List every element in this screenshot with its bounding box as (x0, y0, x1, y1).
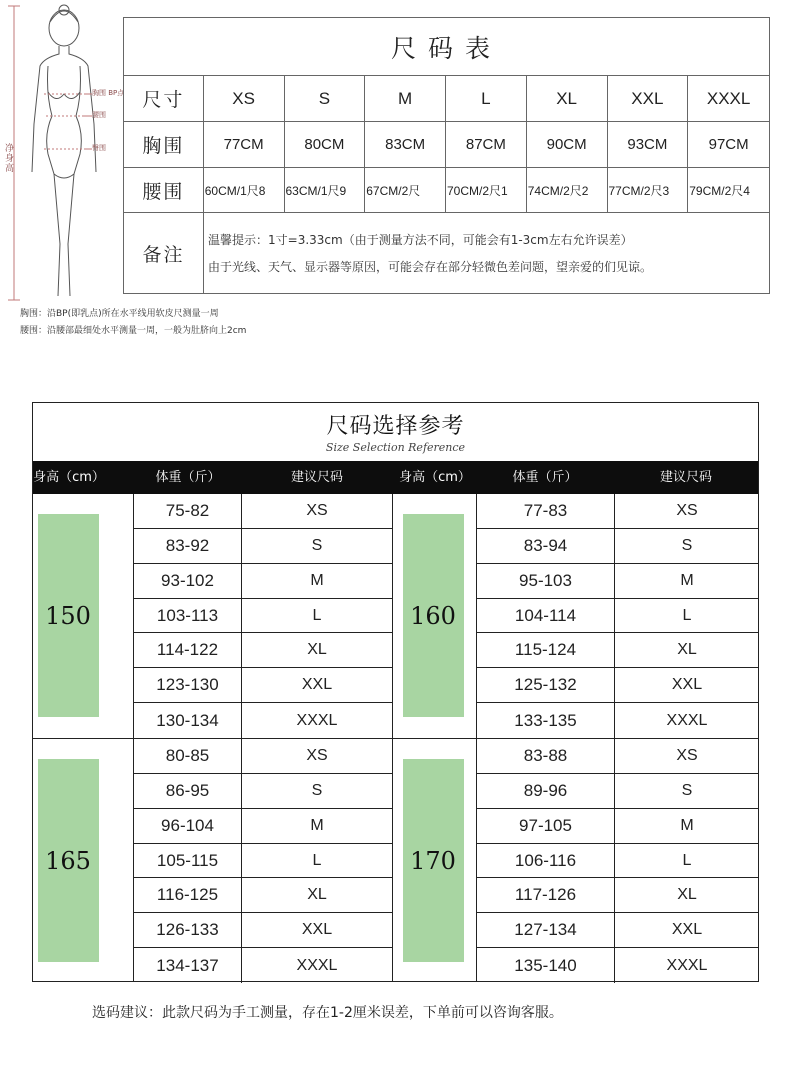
waist-cell: 79CM/2尺4 (689, 183, 750, 198)
weight-cell: 86-95 (134, 774, 242, 808)
table-row (477, 529, 759, 564)
weight-cell: 104-114 (477, 599, 615, 633)
weight-cell: 116-125 (134, 878, 242, 912)
table-row (134, 494, 392, 529)
size-cell: XS (306, 746, 328, 764)
height-label: 净身高 (5, 144, 15, 174)
weight-cell: 89-96 (477, 774, 615, 808)
weight-cell: 117-126 (477, 878, 615, 912)
weight-cell: 105-115 (134, 844, 242, 878)
size-cell: L (682, 606, 692, 624)
size-table (123, 17, 770, 294)
weight-cell: 97-105 (477, 809, 615, 843)
size-cell: M (680, 571, 694, 589)
weight-cell: 126-133 (134, 913, 242, 947)
table-row (134, 878, 392, 913)
weight-cell: 93-102 (134, 564, 242, 598)
size-row (124, 76, 769, 122)
weight-cell: 114-122 (134, 633, 242, 667)
size-cell: L (446, 76, 527, 121)
table-row (134, 633, 392, 668)
waist-cell: 60CM/1尺8 (204, 168, 285, 212)
table-row (477, 494, 759, 529)
reference-title-area (33, 403, 758, 461)
size-cell: XL (307, 641, 327, 659)
chest-label: 胸围 (124, 122, 204, 167)
size-cell: L (682, 851, 692, 869)
remark-line: 温馨提示：1寸=3.33cm（由于测量方法不同，可能会有1-3cm左右允许误差） (208, 233, 633, 247)
size-cell: XL (307, 886, 327, 904)
waist-cell: 70CM/2尺1 (446, 168, 527, 212)
bust-callout: 胸围 BP点 (92, 89, 125, 97)
size-cell: S (681, 536, 693, 554)
size-cell: XXL (671, 676, 703, 694)
size-cell: XS (676, 501, 698, 519)
weight-cell: 83-88 (477, 739, 615, 773)
table-row (477, 809, 759, 844)
size-cell: XS (306, 501, 328, 519)
size-cell: XXXL (666, 711, 708, 729)
body-measurement-figure (4, 4, 124, 304)
size-cell: L (312, 606, 322, 624)
header-size: 建议尺码 (290, 470, 343, 485)
weight-cell: 134-137 (134, 948, 242, 983)
reference-title: 尺码选择参考 (326, 414, 465, 439)
header-weight: 体重（斤） (155, 470, 221, 485)
size-cell: S (285, 76, 366, 121)
size-cell: XXXL (296, 711, 338, 729)
weight-size-rows (134, 494, 392, 738)
reference-blocks (33, 494, 758, 982)
table-row (134, 529, 392, 564)
weight-cell: 133-135 (477, 703, 615, 738)
table-row (134, 913, 392, 948)
table-row (477, 844, 759, 879)
size-cell: S (681, 781, 693, 799)
table-row (477, 668, 759, 703)
header-size: 建议尺码 (659, 470, 712, 485)
weight-cell: 115-124 (477, 633, 615, 667)
weight-cell: 80-85 (134, 739, 242, 773)
weight-cell: 103-113 (134, 599, 242, 633)
table-row (477, 878, 759, 913)
table-row (477, 913, 759, 948)
size-cell: XS (204, 76, 285, 121)
table-row (134, 844, 392, 879)
footer-note: 选码建议：此款尺码为手工测量，存在1-2厘米误差，下单前可以咨询客服。 (92, 1005, 563, 1021)
height-value: 160 (410, 602, 456, 630)
height-cell (33, 739, 134, 982)
weight-cell: 127-134 (477, 913, 615, 947)
waist-cell: 63CM/1尺9 (285, 168, 366, 212)
weight-size-rows (134, 739, 392, 982)
size-cell: M (310, 571, 324, 589)
waist-row (124, 168, 769, 213)
table-row (134, 564, 392, 599)
table-row (134, 739, 392, 774)
size-cell: XL (677, 886, 697, 904)
table-row (477, 948, 759, 983)
table-row (477, 703, 759, 738)
height-cell (33, 494, 134, 738)
size-cell: L (312, 851, 322, 869)
table-row (134, 774, 392, 809)
weight-cell: 83-94 (477, 529, 615, 563)
height-cell (393, 739, 477, 982)
size-cell: XXL (608, 76, 689, 121)
table-row (134, 948, 392, 983)
weight-cell: 130-134 (134, 703, 242, 738)
table-row (477, 633, 759, 668)
size-reference-table (32, 402, 759, 982)
remark-text (204, 213, 652, 293)
size-cell: XL (527, 76, 608, 121)
weight-size-rows (477, 739, 759, 982)
table-row (477, 739, 759, 774)
remark-row (124, 213, 769, 293)
table-row (477, 599, 759, 634)
table-row (477, 774, 759, 809)
chest-cell: 83CM (365, 122, 446, 167)
size-cell: XS (676, 746, 698, 764)
table-row (477, 564, 759, 599)
chest-row (124, 122, 769, 168)
waist-note: 腰围：沿腰部最细处水平测量一周，一般为肚脐向上2cm (20, 326, 247, 336)
waist-cell: 77CM/2尺3 (608, 168, 689, 212)
reference-header-row (33, 461, 758, 494)
chest-cell: 77CM (204, 122, 285, 167)
waist-cell: 74CM/2尺2 (527, 168, 608, 212)
size-cell: XXL (301, 921, 333, 939)
bust-note: 胸围：沿BP(即乳点)所在水平线用软皮尺测量一周 (20, 309, 219, 319)
size-cell: XL (677, 641, 697, 659)
measurement-notes (20, 306, 246, 340)
header-weight: 体重（斤） (512, 470, 578, 485)
size-cell: M (365, 76, 446, 121)
weight-cell: 123-130 (134, 668, 242, 702)
header-height: 身高（cm） (33, 470, 105, 485)
size-cell: M (310, 816, 324, 834)
size-cell: XXXL (706, 88, 751, 108)
remark-line: 由于光线、天气、显示器等原因，可能会存在部分轻微色差问题，望亲爱的们见谅。 (208, 260, 653, 274)
remark-label: 备注 (124, 213, 204, 293)
height-block (33, 494, 392, 738)
height-block (33, 738, 392, 982)
weight-cell: 77-83 (477, 494, 615, 528)
chest-cell: 87CM (446, 122, 527, 167)
height-value: 165 (45, 846, 91, 875)
reference-subtitle: Size Selection Reference (325, 441, 466, 454)
weight-cell: 95-103 (477, 564, 615, 598)
height-value: 150 (45, 602, 91, 630)
size-cell: XXXL (666, 956, 708, 974)
header-height: 身高（cm） (399, 470, 471, 485)
waist-label: 腰围 (124, 168, 204, 212)
size-cell: S (311, 536, 323, 554)
weight-cell: 135-140 (477, 948, 615, 983)
table-row (134, 703, 392, 738)
size-cell: XXL (301, 676, 333, 694)
chest-cell: 90CM (527, 122, 608, 167)
weight-cell: 83-92 (134, 529, 242, 563)
hip-callout: 臀围 (92, 144, 106, 152)
size-table-title: 尺码表 (124, 18, 769, 76)
weight-cell: 75-82 (134, 494, 242, 528)
waist-cell: 67CM/2尺 (365, 168, 446, 212)
size-cell: XXXL (296, 956, 338, 974)
weight-cell: 106-116 (477, 844, 615, 878)
size-cell: M (680, 816, 694, 834)
height-block (392, 738, 758, 982)
waist-callout: 腰围 (92, 111, 106, 119)
size-cell: S (311, 781, 323, 799)
height-block (392, 494, 758, 738)
weight-cell: 125-132 (477, 668, 615, 702)
height-cell (393, 494, 477, 738)
weight-size-rows (477, 494, 759, 738)
chest-cell: 80CM (285, 122, 366, 167)
chest-cell: 97CM (708, 136, 749, 153)
weight-cell: 96-104 (134, 809, 242, 843)
chest-cell: 93CM (608, 122, 689, 167)
height-value: 170 (410, 846, 456, 875)
table-row (134, 599, 392, 634)
size-label: 尺寸 (124, 76, 204, 121)
size-cell: XXL (671, 921, 703, 939)
table-row (134, 668, 392, 703)
table-row (134, 809, 392, 844)
